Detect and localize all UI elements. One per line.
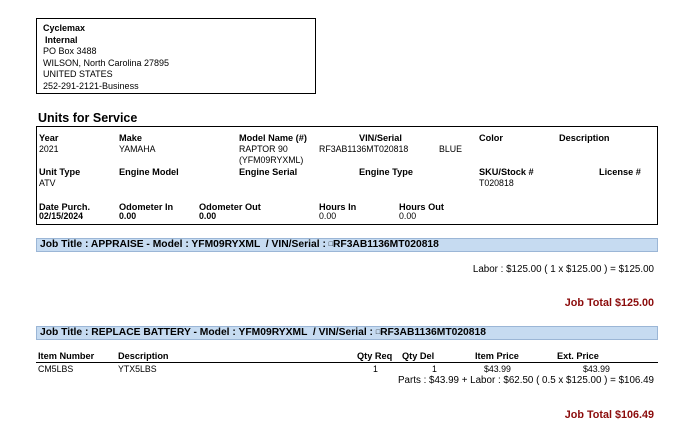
items-header-divider <box>36 362 658 363</box>
item-number-value: CM5LBS <box>38 364 74 374</box>
separator-glyph: □ <box>328 241 333 248</box>
description-header: Description <box>118 351 169 361</box>
odometer-in-value: 0.00 <box>119 211 137 221</box>
make-value: YAMAHA <box>119 144 156 154</box>
qty-del-value: 1 <box>432 364 437 374</box>
job-title-bar-appraise <box>36 238 658 252</box>
dealer-address-box <box>36 18 316 94</box>
license-label: License # <box>599 167 641 177</box>
parts-labor-summary: Parts : $43.99 + Labor : $62.50 ( 0.5 x $125.00 ) = $106.49 <box>398 375 654 386</box>
model-number-value: (YFM09RYXML) <box>239 154 304 165</box>
qty-req-header: Qty Req <box>357 351 393 361</box>
ext-price-value: $43.99 <box>583 364 610 374</box>
job-total-appraise: Job Total $125.00 <box>564 297 654 309</box>
job-title-bar-replace-battery <box>36 326 658 340</box>
sku-label: SKU/Stock # <box>479 167 534 177</box>
job-title-vin: RF3AB1136MT020818 <box>380 327 486 338</box>
job-title-text: Job Title : APPRAISE - Model : YFM09RYXML / VIN/Serial : <box>40 239 329 250</box>
job-total-replace-battery: Job Total $106.49 <box>564 409 654 421</box>
unit-type-label: Unit Type <box>39 167 81 177</box>
job-title-text: Job Title : REPLACE BATTERY - Model : YFM09RYXML / VIN/Serial : <box>40 327 376 338</box>
vin-label: VIN/Serial <box>359 133 402 143</box>
odometer-out-label: Odometer Out <box>199 202 261 212</box>
year-label: Year <box>39 133 59 143</box>
dealer-po-box: PO Box 3488 <box>43 46 97 56</box>
item-price-header: Item Price <box>475 351 519 361</box>
date-purch-label: Date Purch. <box>39 202 91 212</box>
make-label: Make <box>119 133 142 143</box>
year-value: 2021 <box>39 144 59 154</box>
ext-price-header: Ext. Price <box>557 351 599 361</box>
units-section-title: Units for Service <box>38 111 138 125</box>
date-purch-value: 02/15/2024 <box>39 211 84 221</box>
units-box <box>36 126 658 225</box>
qty-del-header: Qty Del <box>402 351 435 361</box>
engine-type-label: Engine Type <box>359 167 413 177</box>
model-name-label: Model Name (#) <box>239 133 307 143</box>
color-label: Color <box>479 133 503 143</box>
model-name-value: RAPTOR 90 <box>239 144 288 154</box>
item-price-value: $43.99 <box>484 364 511 374</box>
hours-in-value: 0.00 <box>319 211 337 221</box>
color-value: BLUE <box>439 144 462 154</box>
vin-value: RF3AB1136MT020818 <box>319 144 409 154</box>
dealer-phone: 252-291-2121-Business <box>43 80 139 91</box>
item-number-header: Item Number <box>38 351 95 361</box>
odometer-out-value: 0.00 <box>199 211 217 221</box>
dealer-subname: Internal <box>45 34 78 45</box>
dealer-city-state: WILSON, North Carolina 27895 <box>43 57 170 68</box>
engine-serial-label: Engine Serial <box>239 167 298 177</box>
odometer-in-label: Odometer In <box>119 202 174 212</box>
hours-out-value: 0.00 <box>399 211 417 221</box>
hours-out-label: Hours Out <box>399 202 444 212</box>
dealer-name: Cyclemax <box>43 23 86 33</box>
engine-model-label: Engine Model <box>119 167 179 177</box>
sku-value: T020818 <box>479 178 514 188</box>
unit-type-value: ATV <box>39 178 56 188</box>
separator-glyph: □ <box>375 329 381 336</box>
job-title-vin: RF3AB1136MT020818 <box>332 239 439 250</box>
item-description-value: YTX5LBS <box>118 364 157 374</box>
qty-req-value: 1 <box>373 364 378 374</box>
labor-line: Labor : $125.00 ( 1 x $125.00 ) = $125.00 <box>472 264 654 275</box>
description-label: Description <box>559 133 610 143</box>
dealer-country: UNITED STATES <box>43 69 113 79</box>
hours-in-label: Hours In <box>319 202 357 212</box>
